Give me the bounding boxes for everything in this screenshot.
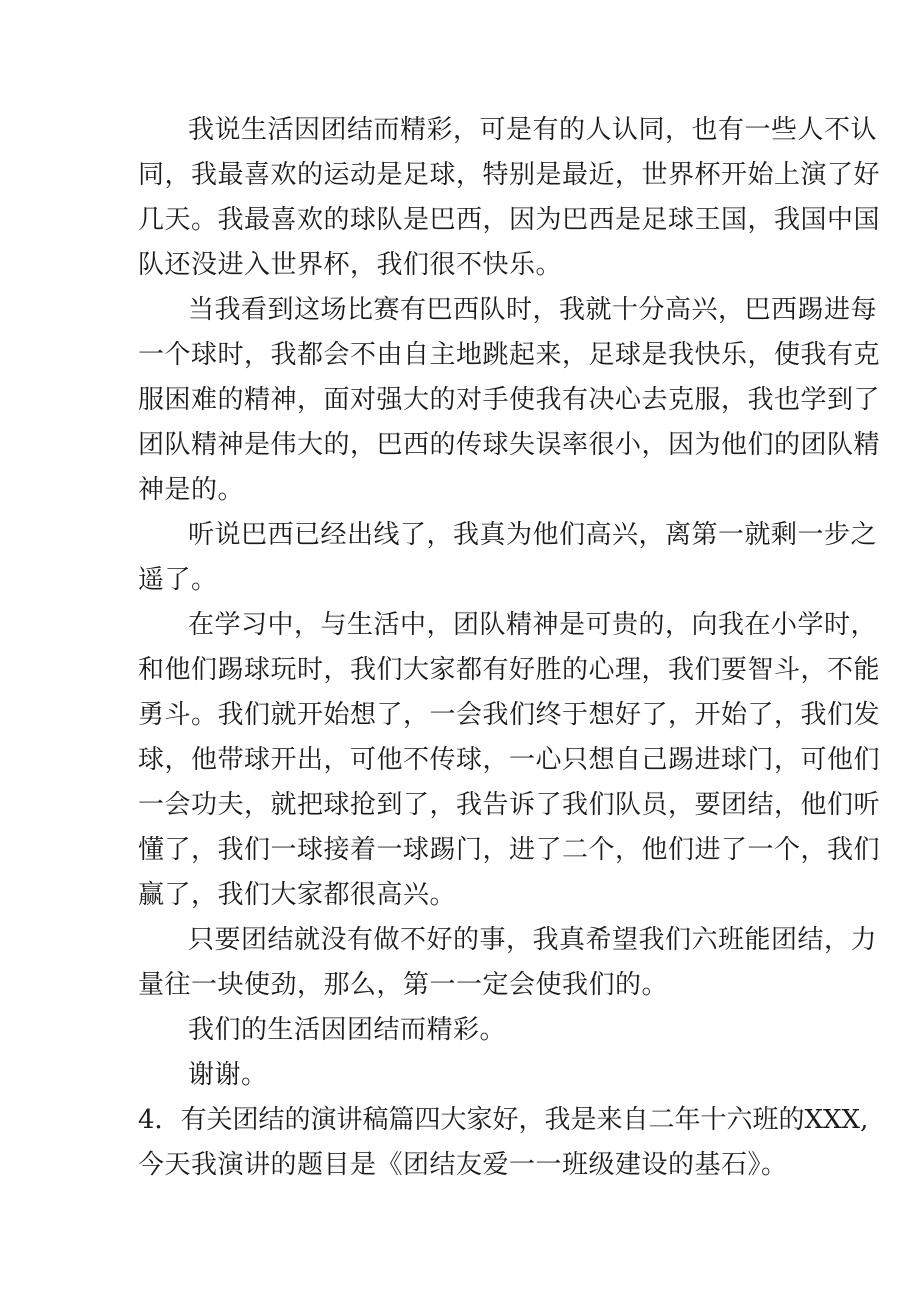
text-line-1: 我说生活因团结而精彩，可是有的人认同，也有一些人不认 <box>188 115 878 145</box>
text-line-15: 球，他带球开出，可他不传球，一心只想自己踢进球门，可他们 <box>138 745 881 775</box>
text-line-14: 勇斗。我们就开始想了，一会我们终于想好了，开始了，我们发 <box>138 700 881 730</box>
text-line-22: 谢谢。 <box>188 1060 268 1090</box>
text-line-5: 当我看到这场比赛有巴西队时，我就十分高兴，巴西踢进每 <box>188 295 878 325</box>
text-line-4: 队还没进入世界杯，我们很不快乐。 <box>138 250 563 280</box>
text-line-10: 听说巴西已经出线了，我真为他们高兴，离第一就剩一步之 <box>188 520 878 550</box>
text-line-24: 今天我演讲的题目是《团结友爱一一班级建设的基石》。 <box>138 1150 788 1180</box>
section-heading-line: 4．有关团结的演讲稿篇四大家好，我是来自二年十六班的XXX, <box>138 1105 869 1135</box>
text-line-16: 一会功夫，就把球抢到了，我告诉了我们队员，要团结，他们听 <box>138 790 881 820</box>
text-line-2: 同，我最喜欢的运动是足球，特别是最近，世界杯开始上演了好 <box>138 160 881 190</box>
text-line-3: 几天。我最喜欢的球队是巴西，因为巴西是足球王国，我国中国 <box>138 205 881 235</box>
text-line-20: 量往一块使劲，那么，第一一定会使我们的。 <box>138 970 669 1000</box>
text-line-6: 一个球时，我都会不由自主地跳起来，足球是我快乐，使我有克 <box>138 340 881 370</box>
text-line-18: 赢了，我们大家都很高兴。 <box>138 880 457 910</box>
text-line-13: 和他们踢球玩时，我们大家都有好胜的心理，我们要智斗，不能 <box>138 655 881 685</box>
text-line-21: 我们的生活因团结而精彩。 <box>188 1015 507 1045</box>
text-line-7: 服困难的精神，面对强大的对手使我有决心去克服，我也学到了 <box>138 385 881 415</box>
text-line-19: 只要团结就没有做不好的事，我真希望我们六班能团结，力 <box>188 925 878 955</box>
text-line-9: 神是的。 <box>138 475 245 505</box>
text-line-17: 懂了，我们一球接着一球踢门，进了二个，他们进了一个，我们 <box>138 835 881 865</box>
text-line-12: 在学习中，与生活中，团队精神是可贵的，向我在小学时， <box>188 610 878 640</box>
text-line-11: 遥了。 <box>138 565 218 595</box>
text-line-8: 团队精神是伟大的，巴西的传球失误率很小，因为他们的团队精 <box>138 430 881 460</box>
